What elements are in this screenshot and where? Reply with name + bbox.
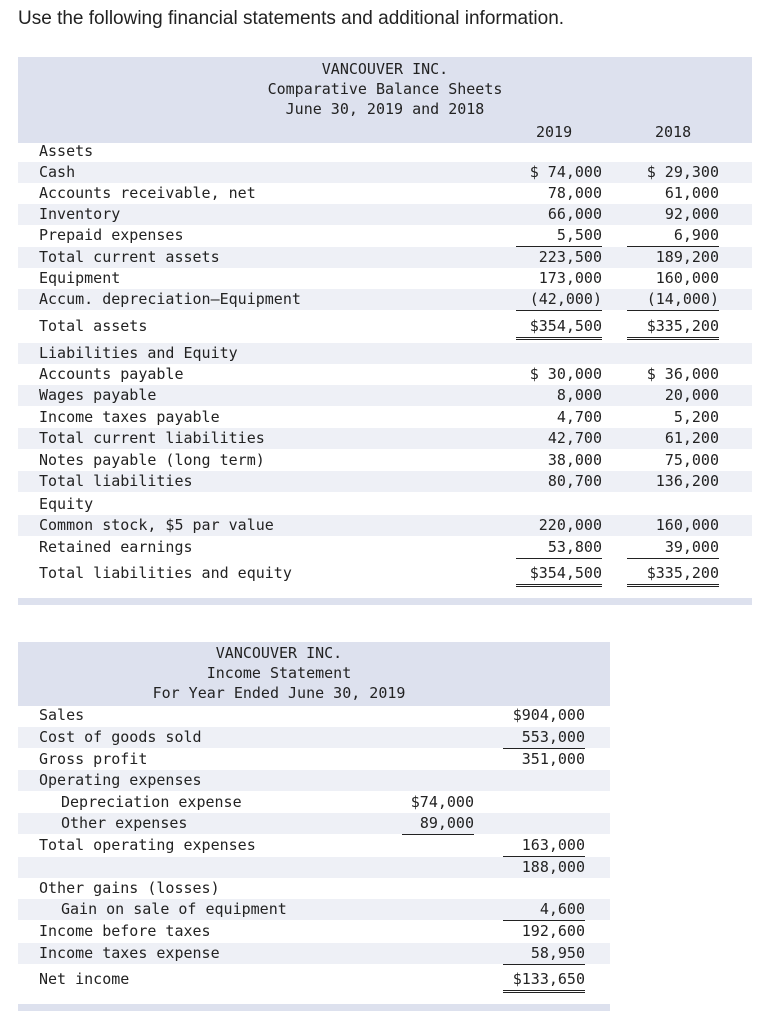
table-row bbox=[18, 268, 752, 289]
balance-sheet-footer-bar bbox=[18, 598, 752, 605]
value-2019: 42,700 bbox=[547, 429, 602, 447]
row-label: Wages payable bbox=[39, 386, 157, 404]
table-row bbox=[18, 835, 610, 856]
table-row bbox=[18, 364, 752, 385]
row-label: Equipment bbox=[39, 269, 121, 287]
table-row bbox=[18, 727, 610, 748]
table-row bbox=[18, 813, 610, 834]
table-row bbox=[18, 943, 610, 964]
row-label: Assets bbox=[39, 142, 94, 160]
row-label: Total current assets bbox=[39, 248, 220, 266]
value-2018: 75,000 bbox=[627, 450, 719, 472]
table-row bbox=[18, 857, 610, 878]
amount: 553,000 bbox=[503, 727, 585, 749]
value-2019: 220,000 bbox=[538, 516, 602, 534]
row-label: Total assets bbox=[39, 317, 148, 335]
income-statement-footer-bar bbox=[18, 1004, 610, 1011]
income-statement-company: VANCOUVER INC. bbox=[215, 644, 343, 662]
value-2019: 53,800 bbox=[516, 537, 602, 559]
table-row bbox=[18, 183, 752, 204]
table-row bbox=[18, 899, 610, 920]
value-2018: (14,000) bbox=[627, 289, 719, 311]
table-row bbox=[18, 141, 752, 162]
value-2019: $354,500 bbox=[516, 316, 602, 340]
table-row bbox=[18, 969, 610, 990]
balance-sheet-title: Comparative Balance Sheets bbox=[267, 80, 503, 98]
value-2018: 39,000 bbox=[627, 537, 719, 559]
table-row bbox=[18, 878, 610, 899]
value-2019: 78,000 bbox=[547, 184, 602, 202]
row-label: Gain on sale of equipment bbox=[61, 900, 287, 918]
row-label: Equity bbox=[39, 495, 94, 513]
amount: $133,650 bbox=[503, 969, 585, 993]
amount: 4,600 bbox=[503, 899, 585, 921]
table-row bbox=[18, 428, 752, 449]
value-2019: 38,000 bbox=[516, 450, 602, 472]
value-2018: 61,000 bbox=[664, 184, 719, 202]
inner-amount: $74,000 bbox=[410, 793, 474, 811]
table-row bbox=[18, 247, 752, 268]
value-2019: 66,000 bbox=[547, 205, 602, 223]
table-row bbox=[18, 471, 752, 492]
value-2018: 160,000 bbox=[655, 269, 719, 287]
value-2019: 173,000 bbox=[538, 269, 602, 287]
row-label: Inventory bbox=[39, 205, 121, 223]
value-2018: $335,200 bbox=[627, 563, 719, 587]
column-header-2019: 2019 bbox=[536, 123, 573, 141]
value-2019: (42,000) bbox=[516, 289, 602, 311]
value-2018: $335,200 bbox=[627, 316, 719, 340]
value-2018: 61,200 bbox=[664, 429, 719, 447]
table-row bbox=[18, 343, 752, 364]
table-row bbox=[18, 225, 752, 246]
value-2019: 223,500 bbox=[538, 248, 602, 266]
value-2018: $ 29,300 bbox=[646, 163, 719, 181]
value-2018: 20,000 bbox=[664, 386, 719, 404]
row-label: Other gains (losses) bbox=[39, 879, 220, 897]
row-label: Depreciation expense bbox=[61, 793, 242, 811]
value-2019: $354,500 bbox=[516, 563, 602, 587]
row-label: Prepaid expenses bbox=[39, 226, 184, 244]
row-label: Operating expenses bbox=[39, 771, 202, 789]
value-2019: 5,500 bbox=[516, 225, 602, 247]
row-label: Cost of goods sold bbox=[39, 728, 202, 746]
row-label: Notes payable (long term) bbox=[39, 451, 265, 469]
value-2018: 6,900 bbox=[627, 225, 719, 247]
row-label: Total liabilities bbox=[39, 472, 193, 490]
table-row bbox=[18, 204, 752, 225]
balance-sheet bbox=[18, 57, 752, 605]
value-2019: 4,700 bbox=[516, 407, 602, 429]
row-label: Income taxes expense bbox=[39, 944, 220, 962]
row-label: Total liabilities and equity bbox=[39, 564, 292, 582]
table-row bbox=[18, 407, 752, 428]
table-row bbox=[18, 792, 610, 813]
row-label: Gross profit bbox=[39, 750, 148, 768]
table-row bbox=[18, 563, 752, 584]
row-label: Other expenses bbox=[61, 814, 188, 832]
value-2018: 5,200 bbox=[627, 407, 719, 429]
table-row bbox=[18, 494, 752, 515]
income-statement-period: For Year Ended June 30, 2019 bbox=[152, 684, 406, 702]
row-label: Total current liabilities bbox=[39, 429, 265, 447]
value-2018: $ 36,000 bbox=[646, 365, 719, 383]
amount: 188,000 bbox=[521, 858, 585, 876]
value-2018: 189,200 bbox=[655, 248, 719, 266]
value-2019: 80,700 bbox=[547, 472, 602, 490]
row-label: Sales bbox=[39, 706, 85, 724]
table-row bbox=[18, 316, 752, 337]
row-label: Income before taxes bbox=[39, 922, 211, 940]
table-row bbox=[18, 289, 752, 310]
amount: $904,000 bbox=[512, 706, 585, 724]
row-label: Retained earnings bbox=[39, 538, 193, 556]
row-label: Accounts receivable, net bbox=[39, 184, 256, 202]
intro-text: Use the following financial statements and additional information. bbox=[18, 8, 565, 29]
table-row bbox=[18, 162, 752, 183]
inner-amount: 89,000 bbox=[402, 813, 474, 835]
value-2019: $ 74,000 bbox=[529, 163, 602, 181]
balance-sheet-date: June 30, 2019 and 2018 bbox=[285, 100, 485, 118]
table-row bbox=[18, 921, 610, 942]
value-2019: 8,000 bbox=[556, 386, 602, 404]
value-2019: $ 30,000 bbox=[529, 365, 602, 383]
value-2018: 160,000 bbox=[655, 516, 719, 534]
row-label: Accounts payable bbox=[39, 365, 184, 383]
row-label: Total operating expenses bbox=[39, 836, 256, 854]
row-label: Accum. depreciation—Equipment bbox=[39, 290, 301, 308]
table-row bbox=[18, 450, 752, 471]
table-row bbox=[18, 537, 752, 558]
amount: 58,950 bbox=[503, 943, 585, 965]
row-label: Net income bbox=[39, 970, 130, 988]
amount: 351,000 bbox=[521, 750, 585, 768]
row-label: Liabilities and Equity bbox=[39, 344, 238, 362]
column-header-2018: 2018 bbox=[655, 123, 692, 141]
table-row bbox=[18, 705, 610, 726]
table-row bbox=[18, 770, 610, 791]
row-label: Cash bbox=[39, 163, 76, 181]
balance-sheet-company: VANCOUVER INC. bbox=[321, 60, 449, 78]
row-label: Common stock, $5 par value bbox=[39, 516, 274, 534]
row-label: Income taxes payable bbox=[39, 408, 220, 426]
value-2018: 92,000 bbox=[664, 205, 719, 223]
amount: 192,600 bbox=[521, 922, 585, 940]
table-row bbox=[18, 515, 752, 536]
income-statement bbox=[18, 642, 610, 1012]
table-row bbox=[18, 749, 610, 770]
table-row bbox=[18, 385, 752, 406]
amount: 163,000 bbox=[503, 835, 585, 857]
value-2018: 136,200 bbox=[655, 472, 719, 490]
income-statement-title: Income Statement bbox=[206, 664, 352, 682]
